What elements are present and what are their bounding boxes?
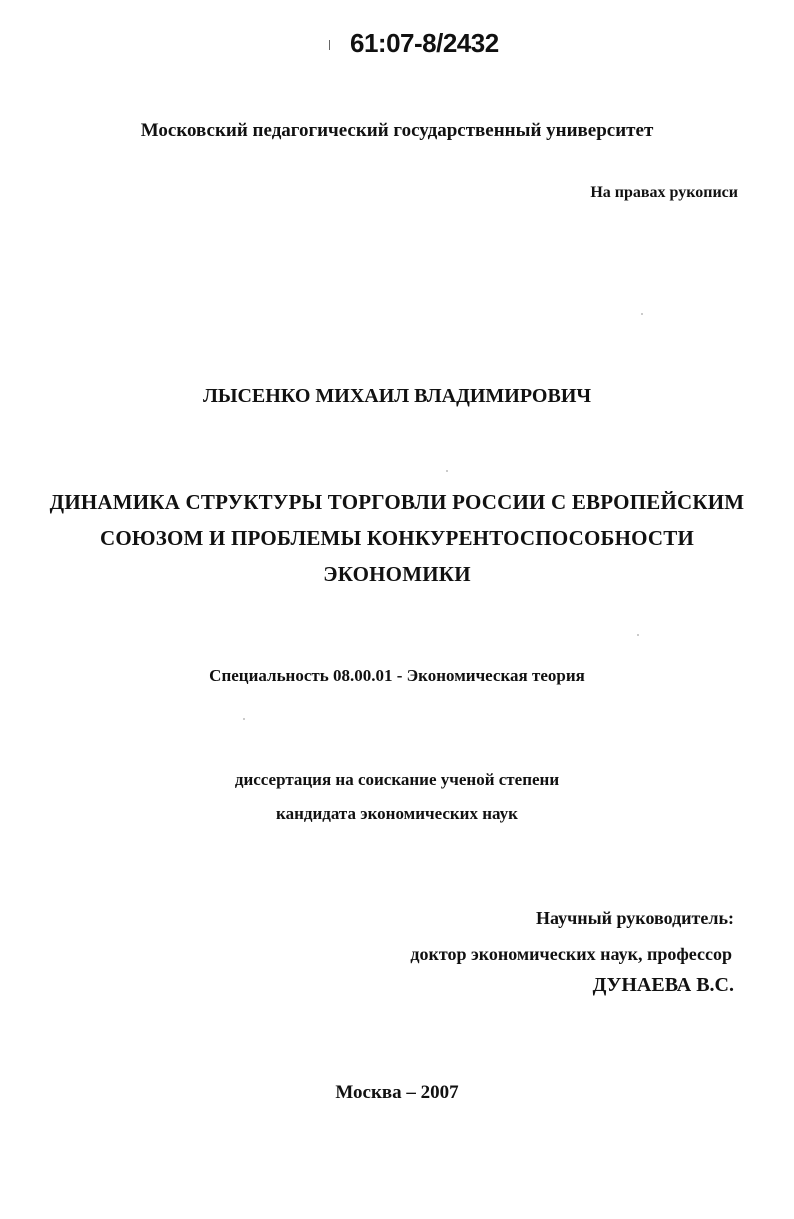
degree-line-2: кандидата экономических наук	[276, 804, 518, 823]
dissertation-title-line-2: СОЮЗОМ И ПРОБЛЕМЫ КОНКУРЕНТОСПОСОБНОСТИ	[99, 526, 695, 550]
speciality: Специальность 08.00.01 - Экономическая теория	[209, 666, 585, 685]
dissertation-title-line-1: ДИНАМИКА СТРУКТУРЫ ТОРГОВЛИ РОССИИ С ЕВРОПЕЙСКИМ	[49, 490, 745, 514]
author-name: ЛЫСЕНКО МИХАИЛ ВЛАДИМИРОВИЧ	[202, 385, 592, 407]
dissertation-title-line-3: ЭКОНОМИКИ	[323, 562, 471, 586]
degree-line-1: диссертация на соискание ученой степени	[234, 770, 560, 789]
scan-speck	[243, 718, 245, 720]
scan-speck	[641, 313, 643, 315]
city-year: Москва – 2007	[335, 1082, 459, 1103]
advisor-label: Научный руководитель:	[536, 908, 734, 928]
scan-speck	[446, 470, 448, 472]
scan-speck	[637, 634, 639, 636]
library-stamp-number: 61:07-8/2432	[350, 28, 499, 58]
institution-name: Московский педагогический государственный университет	[140, 120, 654, 141]
advisor-name: ДУНАЕВА В.С.	[592, 974, 734, 996]
scan-mark	[329, 40, 330, 50]
manuscript-note: На правах рукописи	[590, 184, 738, 201]
advisor-rank: доктор экономических наук, профессор	[410, 944, 732, 964]
